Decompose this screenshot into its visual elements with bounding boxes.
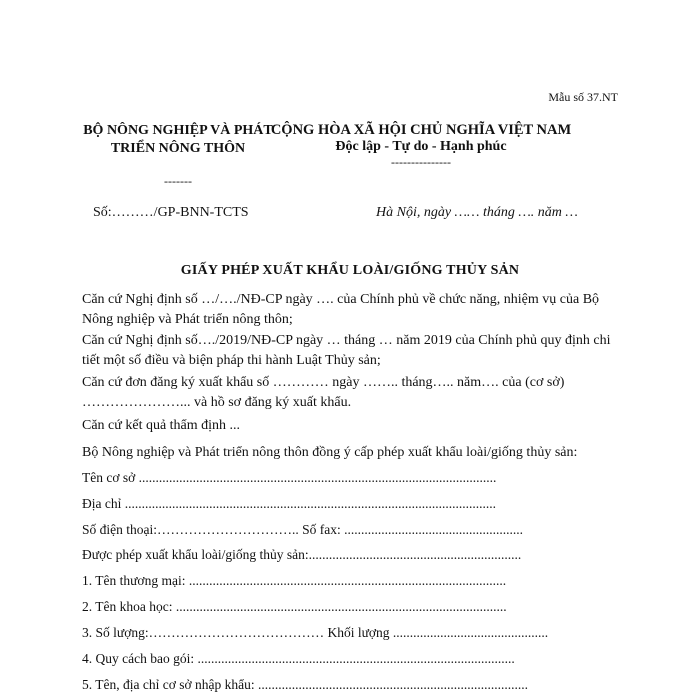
paragraph-appraisal: Căn cứ kết quả thẩm định ... — [82, 418, 241, 433]
field-address: Địa chỉ .............................................................................................................. — [82, 496, 496, 511]
place-date: Hà Nội, ngày …… tháng …. năm … — [376, 205, 578, 220]
nation-separator: --------------- — [391, 155, 451, 169]
national-motto: Độc lập - Tự do - Hạnh phúc — [335, 139, 507, 154]
field-scientific-name: 2. Tên khoa học: .................................................................................................. — [82, 599, 507, 614]
paragraph-application: Căn cứ đơn đăng ký xuất khẩu số ………… ngày …….. tháng….. năm…. của (cơ sở) …………………... và hồ sơ đăng ký xuất khẩu. — [82, 375, 565, 410]
ministry-name: BỘ NÔNG NGHIỆP VÀ PHÁT TRIỂN NÔNG THÔN — [83, 123, 273, 156]
field-phone-fax: Số điện thoại:………………………….. Số fax: ..................................................... — [82, 522, 523, 537]
field-facility-name: Tên cơ sở .......................................................................................................... — [82, 470, 497, 485]
nation-name: CỘNG HÒA XÃ HỘI CHỦ NGHĨA VIỆT NAM — [270, 122, 572, 138]
form-number: Mẫu số 37.NT — [548, 90, 618, 104]
field-importer: 5. Tên, địa chỉ cơ sở nhập khẩu: ................................................................................ — [82, 677, 528, 692]
paragraph-approval: Bộ Nông nghiệp và Phát triển nông thôn đồng ý cấp phép xuất khẩu loài/giống thủy sản: — [82, 445, 578, 460]
document-title: GIẤY PHÉP XUẤT KHẨU LOÀI/GIỐNG THỦY SẢN — [180, 263, 520, 278]
ministry-separator: ------- — [164, 174, 192, 188]
field-trade-name: 1. Tên thương mại: .............................................................................................. — [82, 573, 507, 588]
field-quantity-weight: 3. Số lượng:………………………………… Khối lượng .............................................. — [82, 625, 549, 640]
field-permitted-species: Được phép xuất khẩu loài/giống thủy sản:............................................................... — [82, 547, 522, 562]
paragraph-legal-basis-2: Căn cứ Nghị định số…./2019/NĐ-CP ngày … tháng … năm 2019 của Chính phủ quy định chi tiết một số điều và biện pháp thi hành Luật Thủy sản; — [82, 333, 611, 368]
field-packaging: 4. Quy cách bao gói: .............................................................................................. — [82, 651, 515, 666]
document-number: Số:………/GP-BNN-TCTS — [93, 205, 249, 220]
paragraph-legal-basis-1: Căn cứ Nghị định số …/…./NĐ-CP ngày …. của Chính phủ về chức năng, nhiệm vụ của Bộ Nông nghiệp và Phát triển nông thôn; — [82, 292, 600, 327]
